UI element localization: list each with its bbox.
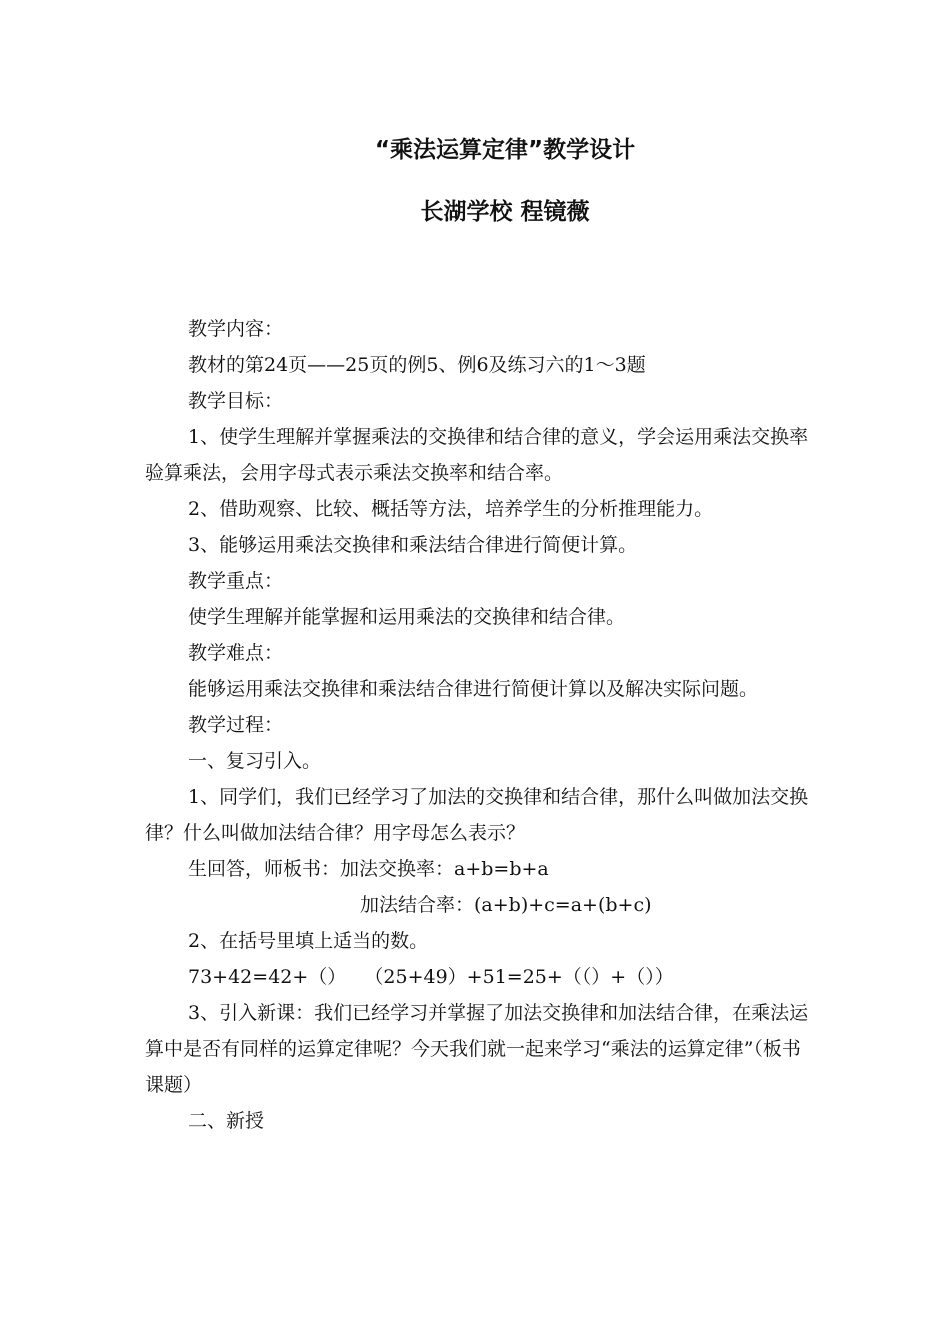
paragraph-objective-3: 3、能够运用乘法交换律和乘法结合律进行简便计算。 bbox=[188, 534, 638, 556]
document-body bbox=[145, 311, 810, 1139]
paragraph-objective-1: 1、使学生理解并掌握乘法的交换律和结合律的意义，学会运用乘法交换率验算乘法，会用字母式表示乘法交换率和结合率。 bbox=[145, 426, 809, 484]
paragraph-formula-associative: 加法结合率：(a+b)+c=a+(b+c) bbox=[360, 894, 652, 916]
paragraph-introduce-lesson: 3、引入新课：我们已经学习并掌握了加法交换律和加法结合律，在乘法运算中是否有同样的运算定律呢？今天我们就一起来学习“乘法的运算定律”（板书课题） bbox=[145, 1002, 809, 1096]
section-heading-content: 教学内容： bbox=[188, 318, 284, 340]
section-heading-process: 教学过程： bbox=[188, 714, 284, 736]
paragraph-key-points: 使学生理解并能掌握和运用乘法的交换律和结合律。 bbox=[188, 606, 626, 628]
paragraph-review-1: 1、同学们，我们已经学习了加法的交换律和结合律，那什么叫做加法交换律？什么叫做加法结合律？用字母怎么表示？ bbox=[145, 786, 809, 844]
paragraph-review-2: 2、在括号里填上适当的数。 bbox=[188, 930, 429, 952]
section-heading-difficulties: 教学难点： bbox=[188, 642, 284, 664]
document-author: 长湖学校 程镜薇 bbox=[420, 199, 590, 225]
paragraph-content: 教材的第24页——25页的例5、例6及练习六的1～3题 bbox=[188, 354, 646, 376]
paragraph-difficulties: 能够运用乘法交换律和乘法结合律进行简便计算以及解决实际问题。 bbox=[188, 678, 759, 700]
document-title: “乘法运算定律”教学设计 bbox=[374, 137, 636, 163]
paragraph-review-heading: 一、复习引入。 bbox=[188, 750, 322, 772]
paragraph-objective-2: 2、借助观察、比较、概括等方法，培养学生的分析推理能力。 bbox=[188, 498, 714, 520]
section-heading-key-points: 教学重点： bbox=[188, 570, 284, 592]
paragraph-formula-commutative: 生回答，师板书：加法交换率：a+b=b+a bbox=[188, 858, 549, 880]
paragraph-fill-in-exercise: 73+42=42+（） （25+49）+51=25+（（）+（）） bbox=[188, 966, 674, 988]
section-heading-objectives: 教学目标： bbox=[188, 390, 284, 412]
paragraph-new-lesson-heading: 二、新授 bbox=[188, 1110, 265, 1132]
